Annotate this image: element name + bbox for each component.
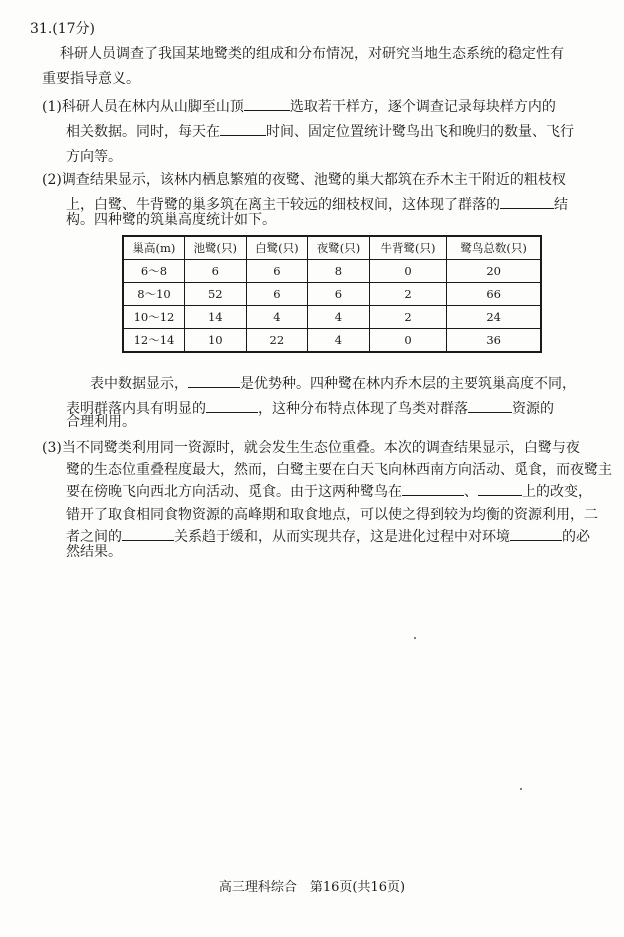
table-cell: 4	[246, 306, 308, 329]
table-cell: 10	[184, 329, 246, 353]
table-cell: 6	[184, 260, 246, 283]
table-row	[123, 306, 541, 329]
part2-text-b: 结	[554, 197, 568, 213]
table-cell: 4	[308, 329, 370, 353]
part3-line-1: (3)当不同鹭类利用同一资源时，就会发生生态位重叠。本次的调查结果显示，白鹭与夜	[42, 440, 580, 456]
table-cell: 2	[369, 283, 447, 306]
answer-blank[interactable]	[402, 481, 464, 496]
table-row	[123, 329, 541, 353]
col-header: 牛背鹭(只)	[369, 236, 447, 260]
part3-line-6: 然结果。	[66, 544, 122, 560]
table-cell: 36	[447, 329, 541, 353]
part2-after-line-2	[66, 397, 554, 422]
part1-line-1	[42, 95, 556, 120]
intro-line-1: 科研人员调查了我国某地鹭类的组成和分布情况，对研究当地生态系统的稳定性有	[60, 46, 564, 62]
table-cell: 66	[447, 283, 541, 306]
table-header-row	[123, 236, 541, 260]
part1-line-3: 方向等。	[66, 149, 122, 165]
table-cell: 14	[184, 306, 246, 329]
col-header: 鹭鸟总数(只)	[447, 236, 541, 260]
part1-text-c: 相关数据。同时，每天在	[66, 124, 220, 140]
part2-after-b: 是优势种。四种鹭在林内乔木层的主要筑巢高度不同，	[240, 376, 576, 392]
part3-line-4: 错开了取食相同食物资源的高峰期和取食地点，可以使之得到较为均衡的资源利用，二	[66, 507, 598, 523]
part3-text-e: 关系趋于缓和，从而实现共存，这是进化过程中对环境	[174, 529, 510, 545]
table-cell: 52	[184, 283, 246, 306]
answer-blank[interactable]	[510, 526, 562, 541]
table-row	[123, 260, 541, 283]
question-number: 31.(17分)	[30, 21, 96, 37]
part3-text-c: 上的改变，	[522, 484, 592, 500]
part2-after-line-1	[90, 372, 576, 397]
table-cell: 6	[246, 260, 308, 283]
answer-blank[interactable]	[478, 481, 522, 496]
part2-after-line-3: 合理利用。	[66, 414, 136, 430]
part1-text-b: 选取若干样方，逐个调查记录每块样方内的	[289, 99, 556, 115]
intro-line-2: 重要指导意义。	[42, 71, 140, 87]
answer-blank[interactable]	[206, 398, 258, 413]
part1-line-2	[66, 120, 574, 145]
part3-line-2: 鹭的生态位重叠程度最大，然而，白鹭主要在白天飞向林西南方向活动、觅食，而夜鹭主	[66, 462, 612, 478]
table-row	[123, 283, 541, 306]
part3-line-5	[66, 525, 590, 550]
part2-text-a: 上，白鹭、牛背鹭的巢多筑在离主干较远的细枝杈间，这体现了群落的	[66, 197, 500, 213]
part2-after-e: 资源的	[512, 401, 554, 417]
col-header: 巢高(m)	[123, 236, 184, 260]
part2-after-d: ，这种分布特点体现了鸟类对群落	[258, 401, 468, 417]
col-header: 池鹭(只)	[184, 236, 246, 260]
part3-text-b: 、	[464, 484, 478, 500]
answer-blank[interactable]	[188, 373, 240, 388]
part3-text-f: 的必	[562, 529, 590, 545]
table-cell: 22	[246, 329, 308, 353]
part2-line-1: (2)调查结果显示，该林内栖息繁殖的夜鹭、池鹭的巢大都筑在乔木主干附近的粗枝杈	[42, 172, 566, 188]
col-header: 夜鹭(只)	[308, 236, 370, 260]
table-cell: 2	[369, 306, 447, 329]
answer-blank[interactable]	[220, 121, 266, 136]
answer-blank[interactable]	[500, 194, 554, 209]
part1-text-a: (1)科研人员在林内从山脚至山顶	[42, 99, 244, 115]
part2-after-a: 表中数据显示，	[90, 376, 188, 392]
table-cell: 8～10	[123, 283, 184, 306]
nest-height-table	[122, 235, 542, 353]
table-cell: 12～14	[123, 329, 184, 353]
table-cell: 6	[308, 283, 370, 306]
table-cell: 6	[246, 283, 308, 306]
part1-text-d: 时间、固定位置统计鹭鸟出飞和晚归的数量、飞行	[266, 124, 574, 140]
table-cell: 0	[369, 260, 447, 283]
part3-line-3	[66, 480, 592, 505]
table-cell: 8	[308, 260, 370, 283]
col-header: 白鹭(只)	[246, 236, 308, 260]
scan-speck	[414, 637, 416, 639]
page-footer: 高三理科综合 第16页(共16页)	[218, 880, 406, 895]
answer-blank[interactable]	[244, 96, 290, 111]
table-cell: 6～8	[123, 260, 184, 283]
scan-speck	[520, 788, 522, 790]
table-cell: 4	[308, 306, 370, 329]
table-cell: 10～12	[123, 306, 184, 329]
part3-text-a: 要在傍晚飞向西北方向活动、觅食。由于这两种鹭鸟在	[66, 484, 402, 500]
table-cell: 24	[447, 306, 541, 329]
answer-blank[interactable]	[468, 398, 512, 413]
part3-text-d: 者之间的	[66, 529, 122, 545]
table-cell: 20	[447, 260, 541, 283]
part2-line-3: 构。四种鹭的筑巢高度统计如下。	[66, 212, 276, 228]
table-cell: 0	[369, 329, 447, 353]
part2-after-c: 表明群落内具有明显的	[66, 401, 206, 417]
answer-blank[interactable]	[122, 526, 174, 541]
